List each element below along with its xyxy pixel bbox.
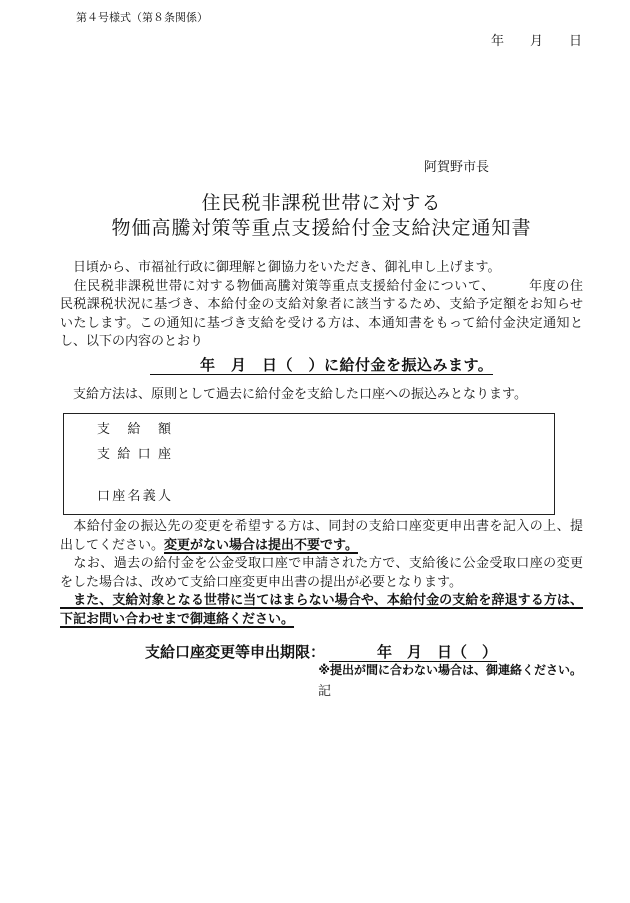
issue-date: 年 月 日	[490, 34, 582, 49]
payment-method-text: 支給方法は、原則として過去に給付金を支給した口座への振込みとなります。	[60, 387, 527, 402]
decline-contact-emphasis: また、支給対象となる世帯に当てはまらない場合や、本給付金の支給を辞退する方は、	[60, 593, 583, 609]
form-number: 第４号様式（第８条関係）	[76, 11, 208, 24]
payment-details-box	[63, 413, 555, 515]
change-deadline	[145, 643, 497, 662]
payment-amount-label: 支給額	[97, 422, 171, 437]
change-note-text: 出してください。	[60, 537, 165, 553]
payment-method-paragraph	[60, 386, 583, 405]
no-change-emphasis: 変更がない場合は提出不要です。	[164, 537, 358, 553]
change-note-line: 本給付金の振込先の変更を希望する方は、同封の支給口座変更申出書を記入の上、提	[60, 519, 583, 534]
sender-name: 阿賀野市長	[424, 160, 490, 175]
ki-heading: 記	[318, 684, 332, 699]
intro-paragraph	[60, 259, 583, 352]
change-note-line	[60, 537, 583, 556]
intro-line: いたします。この通知に基づき支給を受ける方は、本通知書をもって給付金決定通知と	[60, 315, 583, 331]
change-note-line: なお、過去の給付金を公金受取口座で申請された方で、支給後に公金受取口座の変更	[60, 556, 583, 572]
account-holder-label: 口座名義人	[97, 489, 171, 504]
change-deadline-label: 支給口座変更等申出期限：	[145, 643, 326, 661]
intro-line: 住民税非課税世帯に対する物価高騰対策等重点支援給付金について、 年度の住	[60, 278, 583, 294]
payment-account-label: 支給口座	[97, 447, 171, 462]
intro-line: し、以下の内容のとおり	[60, 334, 204, 349]
change-note-line: をした場合は、改めて支給口座変更申出書の提出が必要となります。	[60, 574, 462, 590]
deadline-note: ※提出が間に合わない場合は、御連絡ください。	[318, 663, 582, 677]
intro-line: 民税課税状況に基づき、本給付金の支給対象者に該当するため、支給予定額をお知らせ	[60, 297, 583, 312]
intro-line: 日頃から、市福祉行政に御理解と御協力をいただき、御礼申し上げます。	[60, 260, 501, 275]
change-deadline-value: 年 月 日（ ）	[329, 643, 497, 662]
payment-date-notice: 年 月 日（ ）に給付金を振込みます。	[150, 356, 493, 375]
document-title-line-2: 物価高騰対策等重点支援給付金支給決定通知書	[111, 217, 532, 239]
change-notes-paragraph	[60, 518, 583, 630]
decline-contact-emphasis: 下記お問い合わせまで御連絡ください。	[60, 611, 295, 627]
document-title-line-1: 住民税非課税世帯に対する	[201, 192, 442, 214]
